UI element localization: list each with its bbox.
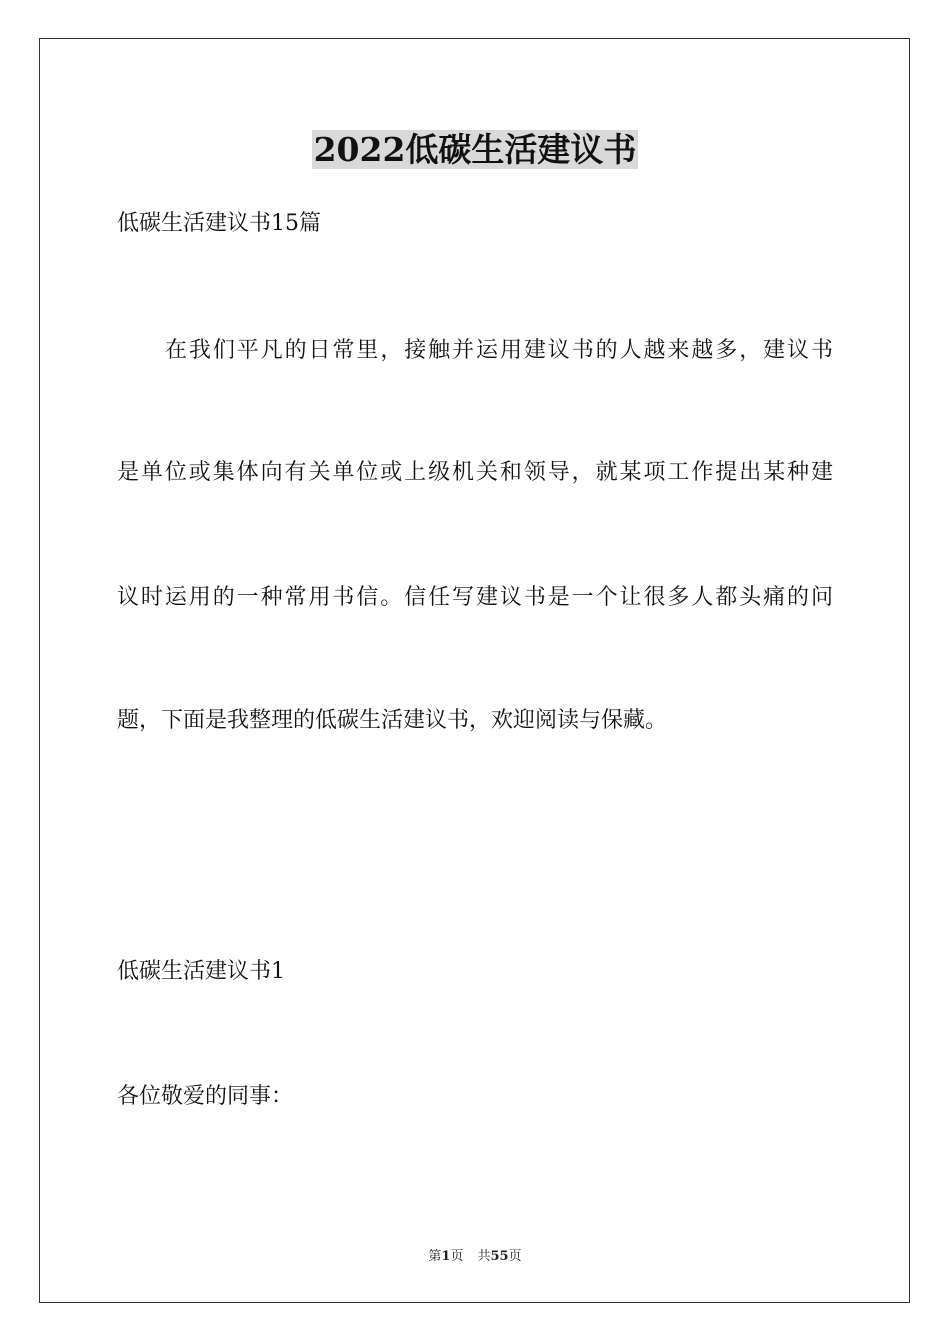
page-footer xyxy=(0,1248,950,1266)
intro-line-3: 议时运用的一种常用书信。信任写建议书是一个让很多人都头痛的问 xyxy=(117,585,833,610)
section-heading: 低碳生活建议书1 xyxy=(117,959,285,984)
page-suffix: 页 xyxy=(450,1249,464,1264)
intro-line-4: 题，下面是我整理的低碳生活建议书，欢迎阅读与保藏。 xyxy=(117,708,668,733)
document-subtitle: 低碳生活建议书15篇 xyxy=(117,211,321,236)
page-prefix: 第 xyxy=(428,1249,442,1264)
document-title xyxy=(0,128,950,172)
salutation: 各位敬爱的同事： xyxy=(117,1084,294,1109)
intro-line-2: 是单位或集体向有关单位或上级机关和领导，就某项工作提出某种建 xyxy=(117,460,833,485)
page-number: 1 xyxy=(441,1249,451,1264)
total-pages: 55 xyxy=(490,1249,509,1264)
total-suffix: 页 xyxy=(508,1249,522,1264)
intro-line-1: 在我们平凡的日常里，接触并运用建议书的人越来越多，建议书 xyxy=(165,338,833,363)
document-title-text: 2022低碳生活建议书 xyxy=(313,130,637,169)
total-prefix: 共 xyxy=(477,1249,491,1264)
